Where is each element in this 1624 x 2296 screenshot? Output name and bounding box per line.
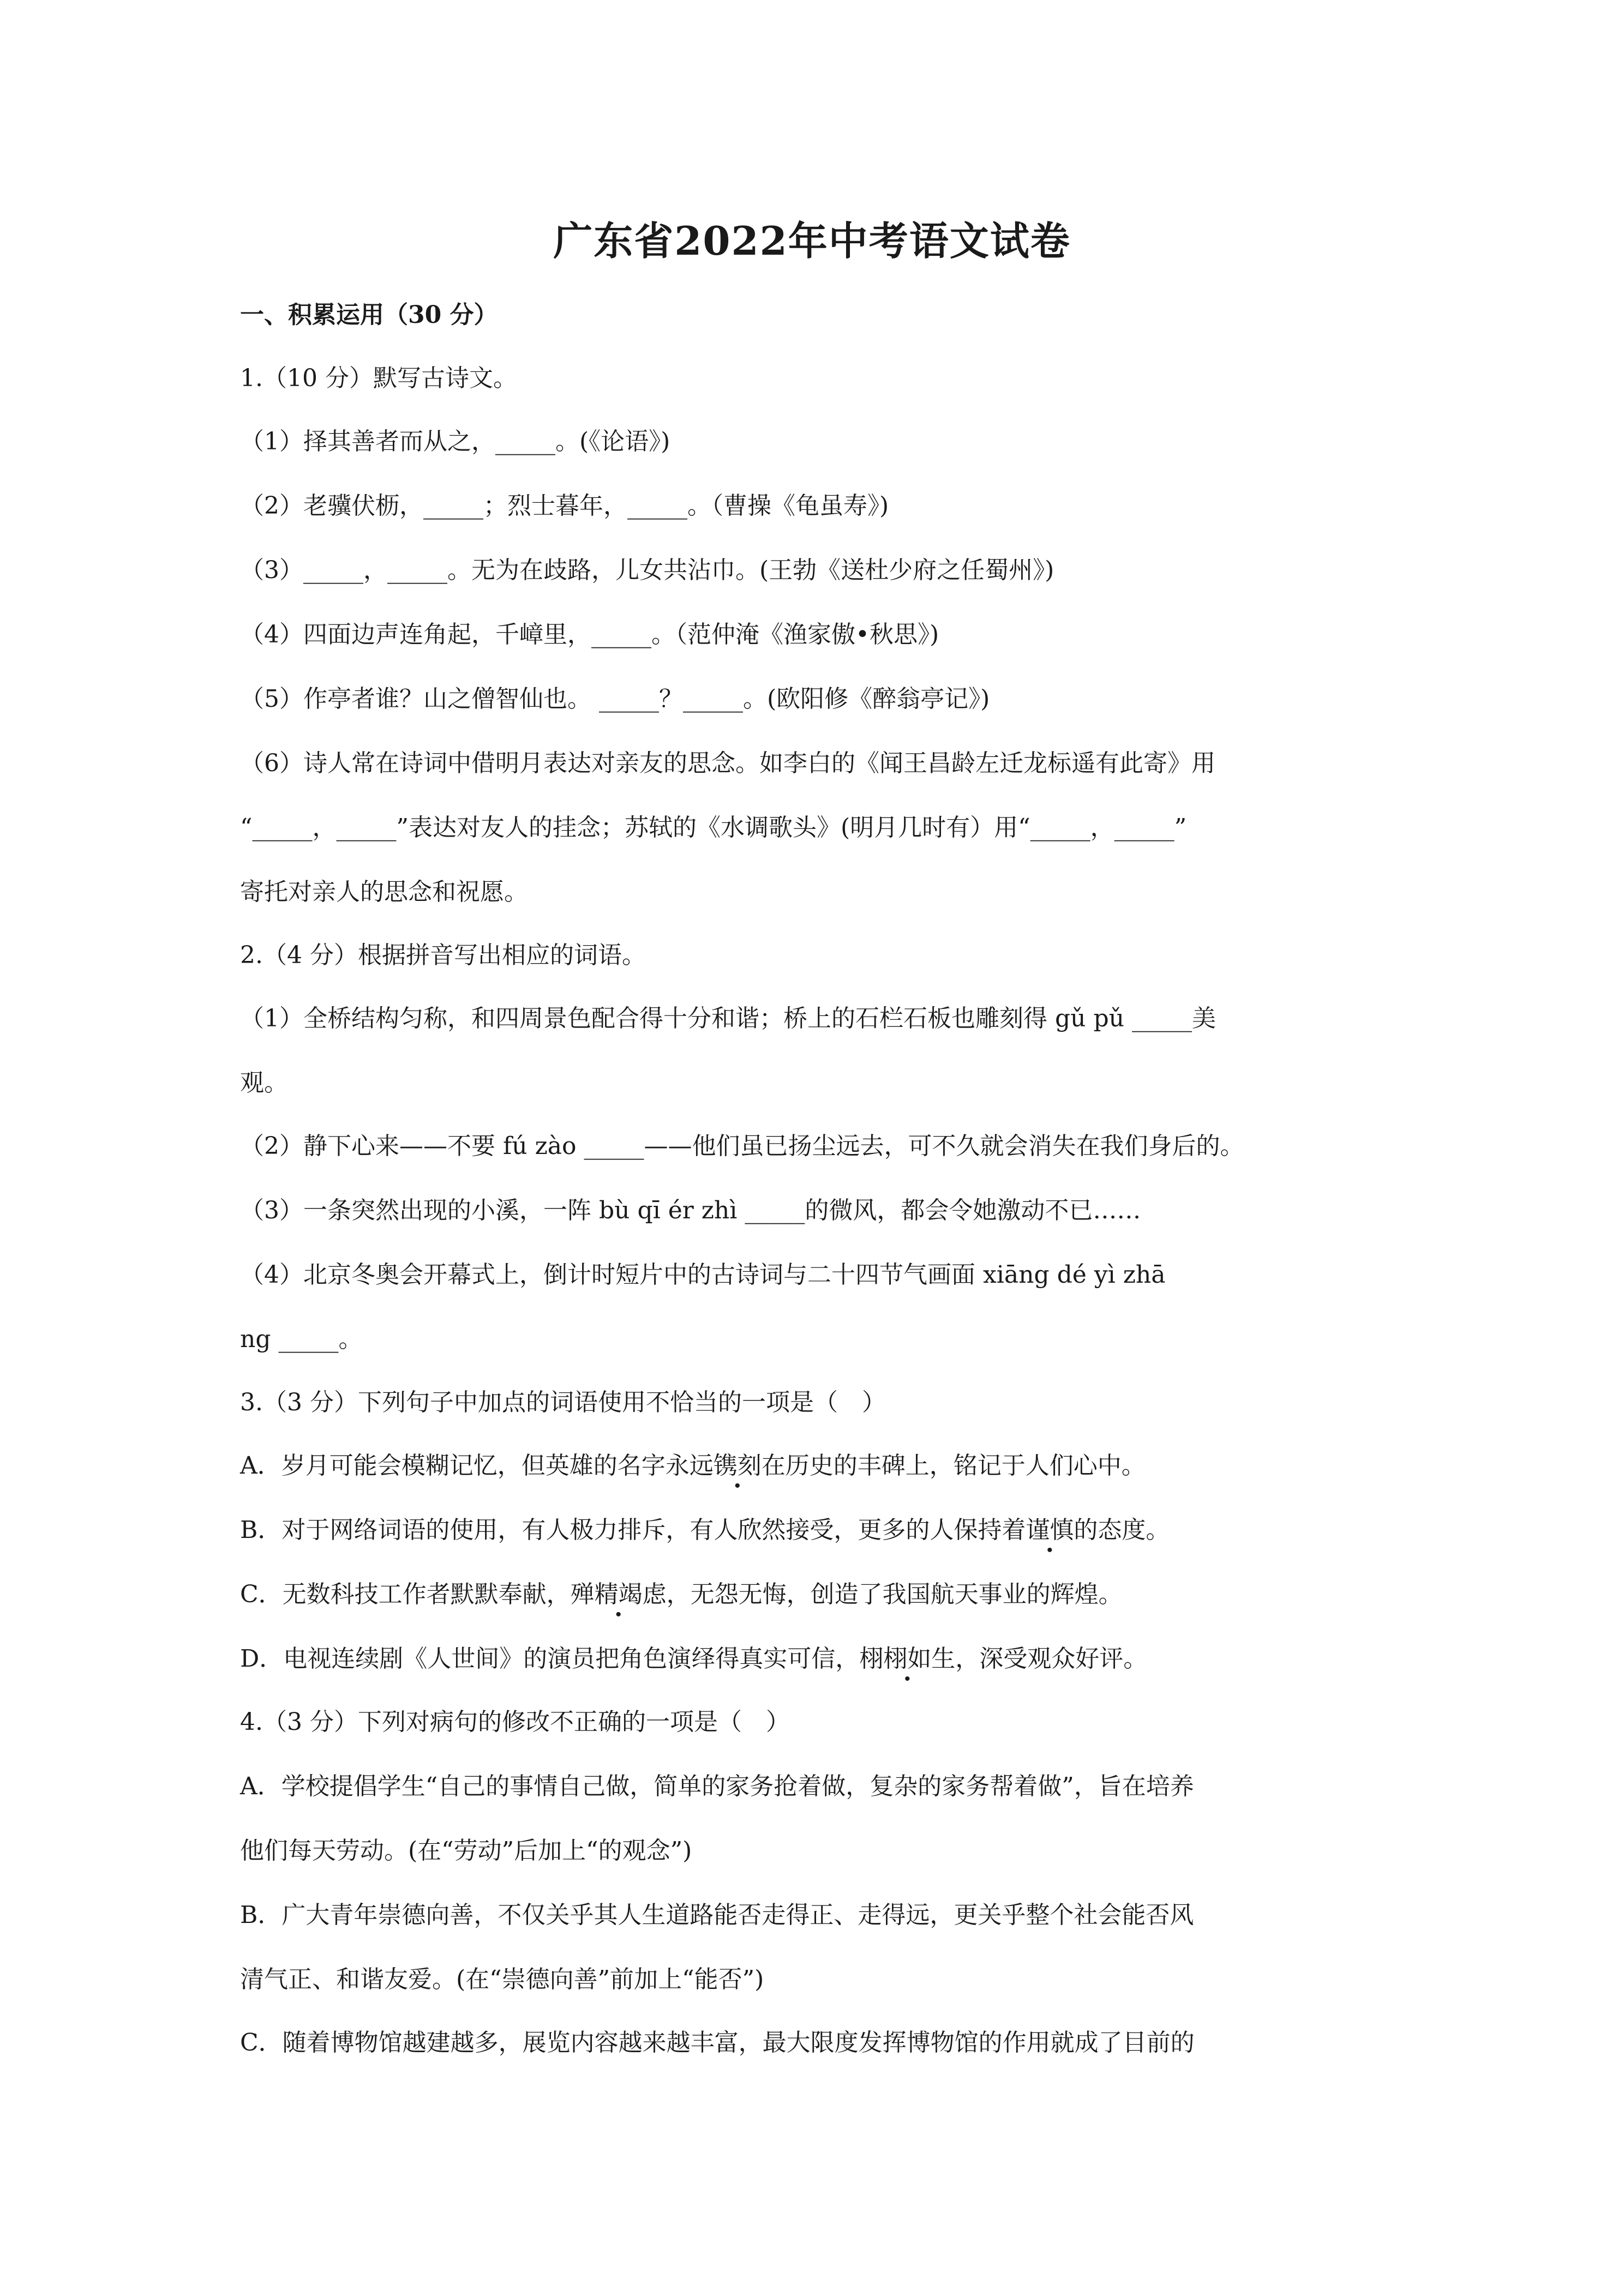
question-2-item-3: （3）一条突然出现的小溪，一阵 bù qī ér zhì _____的微风，都会令她激动不已…… (240, 1197, 1141, 1224)
question-1-item-3: （3）_____，_____。无为在歧路，儿女共沾巾。(王勃《送杜少府之任蜀州》) (240, 556, 1054, 584)
dotted-term: 殚精竭虑 (570, 1580, 667, 1608)
option-text: A．岁月可能会模糊记忆，但英雄的名字永远 (240, 1452, 714, 1480)
question-3-option-a (240, 1450, 1146, 1482)
option-text: ，无怨无悔，创造了我国航天事业的辉煌。 (666, 1580, 1123, 1608)
question-2-item-4-line-2: ng _____。 (240, 1325, 363, 1353)
option-text: ，深受观众好评。 (955, 1645, 1148, 1673)
question-2-item-1-line-1: （1）全桥结构匀称，和四周景色配合得十分和谐；桥上的石栏石板也雕刻得 gǔ pǔ _____美 (240, 1005, 1216, 1032)
question-1-item-6-line-3: 寄托对亲人的思念和祝愿。 (240, 878, 528, 906)
question-3-option-c (240, 1578, 1123, 1611)
question-2-heading: 2.（4 分）根据拼音写出相应的词语。 (240, 941, 646, 969)
option-text: C．无数科技工作者默默奉献， (240, 1580, 571, 1608)
question-2-item-1-line-2: 观。 (240, 1069, 288, 1097)
question-1-item-5: （5）作亭者谁？山之僧智仙也。 _____？_____。(欧阳修《醉翁亭记》) (240, 685, 990, 713)
question-1-item-1: （1）择其善者而从之，_____。(《论语》) (240, 428, 670, 455)
question-3-option-b (240, 1514, 1170, 1547)
question-2-item-4-line-1: （4）北京冬奥会开幕式上，倒计时短片中的古诗词与二十四节气画面 xiāng dé yì zhā (240, 1261, 1166, 1289)
question-2-item-2: （2）静下心来——不要 fú zào _____——他们虽已扬尘远去，可不久就会消失在我们身后的。 (240, 1132, 1244, 1160)
question-4-option-b-line-2: 清气正、和谐友爱。(在“崇德向善”前加上“能否”) (240, 1966, 764, 1993)
question-4-option-b-line-1: B．广大青年崇德向善，不仅关乎其人生道路能否走得正、走得远，更关乎整个社会能否风 (240, 1901, 1194, 1929)
dotted-term: 镌刻 (713, 1452, 762, 1480)
page-title: 广东省2022年中考语文试卷 (553, 218, 1071, 264)
section-heading: 一、积累运用（30 分） (240, 301, 498, 329)
question-3-option-d (240, 1643, 1147, 1675)
question-1-item-2: （2）老骥伏枥，_____；烈士暮年，_____。（曹操《龟虽寿》) (240, 492, 889, 520)
question-1-item-6-line-1: （6）诗人常在诗词中借明月表达对亲友的思念。如李白的《闻王昌龄左迁龙标遥有此寄》用 (240, 749, 1215, 777)
question-4-option-a-line-1: A．学校提倡学生“自己的事情自己做，简单的家务抢着做，复杂的家务帮着做”，旨在培养 (240, 1772, 1194, 1800)
question-1-item-6-line-2: “_____，_____”表达对友人的挂念；苏轼的《水调歌头》(明月几时有）用“_____，_____” (240, 814, 1187, 842)
question-1-item-4: （4）四面边声连角起，千嶂里，_____。（范仲淹《渔家傲•秋思》) (240, 621, 939, 648)
option-text: B．对于网络词语的使用，有人极力排斥，有人欣然接受，更多的人保持着 (240, 1516, 1026, 1544)
option-text: 在历史的丰碑上，铭记于人们心中。 (761, 1452, 1146, 1480)
question-1-heading: 1.（10 分）默写古诗文。 (240, 364, 517, 392)
dotted-term: 栩栩如生 (859, 1645, 956, 1673)
question-4-heading: 4.（3 分）下列对病句的修改不正确的一项是（ ） (240, 1708, 790, 1736)
question-3-heading: 3.（3 分）下列句子中加点的词语使用不恰当的一项是（ ） (240, 1389, 886, 1416)
question-4-option-a-line-2: 他们每天劳动。(在“劳动”后加上“的观念”) (240, 1837, 692, 1865)
option-text: 的态度。 (1074, 1516, 1170, 1544)
dotted-term: 谨慎 (1026, 1516, 1074, 1544)
question-4-option-c-line-1: C．随着博物馆越建越多，展览内容越来越丰富，最大限度发挥博物馆的作用就成了目前的 (240, 2029, 1195, 2057)
option-text: D．电视连续剧《人世间》的演员把角色演绎得真实可信， (240, 1645, 860, 1673)
